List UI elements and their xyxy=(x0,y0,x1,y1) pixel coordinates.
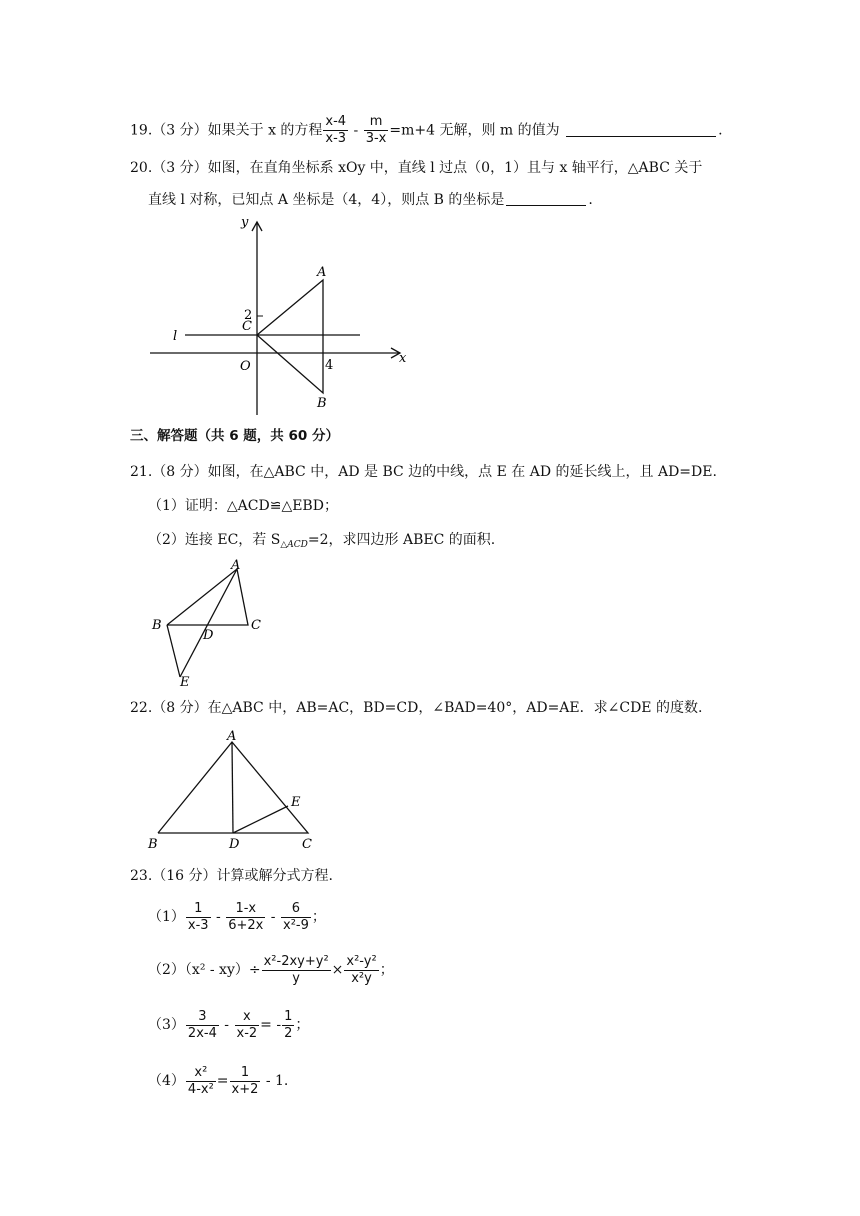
point-d-label: D xyxy=(229,837,240,852)
tick-2-label: 2 xyxy=(244,308,253,323)
question-22-line-1: 22.（8 分）在△ABC 中，AB=AC，BD=CD，∠BAD=40°，AD=AE．求∠CDE 的度数. xyxy=(130,700,703,716)
point-d-label: D xyxy=(203,628,214,643)
q19-suffix: =m+4 无解，则 m 的值为 xyxy=(389,122,560,139)
q19-fraction-1: $\frac{x-4}{x-3}$ xyxy=(325,114,347,146)
point-b-label: B xyxy=(152,618,162,633)
question-23-part-4: （4） $\frac{\text{x²}}{\text{4-x²}}$ = $\frac{1}{x+2}$ - 1. xyxy=(148,1064,289,1097)
question-23-part-1: （1） $\frac{1}{x-3}$ - $\frac{1-x}{6+2x}$ - $\frac{6}{\text{x²-9}}$ ； xyxy=(148,900,326,933)
origin-label: O xyxy=(240,359,251,374)
q21-triangle-figure xyxy=(145,555,285,690)
q19-prefix: 19.（3 分）如果关于 x 的方程 xyxy=(130,122,323,139)
q22-triangle-figure xyxy=(145,725,335,855)
point-c-label: C xyxy=(251,618,261,633)
point-e-label: E xyxy=(180,675,190,690)
q19-fraction-2: $\frac{m}{3-x}$ xyxy=(365,114,387,146)
triangle-abc xyxy=(167,569,248,625)
point-e-label: E xyxy=(291,795,301,810)
question-23-part-3: （3） $\frac{3}{2x-4}$ - $\frac{x}{x-2}$ = - $\frac{1}{2}$ ； xyxy=(148,1008,310,1041)
q20-answer-blank[interactable] xyxy=(506,191,586,206)
question-21-part-2: （2）连接 EC，若 $S_{\triangle ACD}=2$，求四边形 ABEC 的面积. xyxy=(148,532,496,550)
question-20-line-2: 直线 l 对称，已知点 A 坐标是（4，4），则点 B 的坐标是 . xyxy=(148,192,593,208)
question-23-line-1: 23.（16 分）计算或解分式方程. xyxy=(130,868,333,884)
point-a-label: A xyxy=(317,265,327,280)
q19-answer-blank[interactable] xyxy=(566,122,716,137)
triangle-abc xyxy=(257,280,323,393)
line-l-label: l xyxy=(173,329,178,344)
question-19: 19.（3 分）如果关于 x 的方程 $\frac{x-4}{x-3}$ - $\frac{m}{3-x}$ =m+4 无解，则 m 的值为 . xyxy=(130,114,723,146)
point-a-label: A xyxy=(227,729,237,744)
x-axis-label: x xyxy=(399,351,407,366)
question-23-part-2: （2）（x² - xy）÷ $\frac{\text{x²-2xy+y²}}{y}$ × $\frac{\text{x²-y²}}{\text{x²y}}$ ； xyxy=(148,953,394,986)
point-b-label: B xyxy=(148,837,158,852)
question-21-line-1: 21.（8 分）如图，在△ABC 中，AD 是 BC 边的中线，点 E 在 AD 的延长线上，且 AD=DE. xyxy=(130,464,717,480)
section-3-heading: 三、解答题（共 6 题，共 60 分） xyxy=(130,428,339,444)
point-b-label: B xyxy=(317,396,327,411)
segment-be xyxy=(167,625,180,677)
point-a-label: A xyxy=(231,558,241,573)
segment-ae xyxy=(180,569,237,677)
segment-ad xyxy=(232,742,233,833)
tick-4-label: 4 xyxy=(325,358,334,373)
q20-coordinate-figure xyxy=(145,212,425,417)
segment-de xyxy=(233,806,288,833)
question-21-part-1: （1）证明：△ACD≌△EBD； xyxy=(148,498,338,514)
question-20-line-1: 20.（3 分）如图，在直角坐标系 xOy 中，直线 l 过点（0，1）且与 x 轴平行，△ABC 关于 xyxy=(130,160,703,176)
y-axis-label: y xyxy=(241,215,249,230)
point-c-label: C xyxy=(302,837,312,852)
point-c-label: C xyxy=(242,319,252,334)
